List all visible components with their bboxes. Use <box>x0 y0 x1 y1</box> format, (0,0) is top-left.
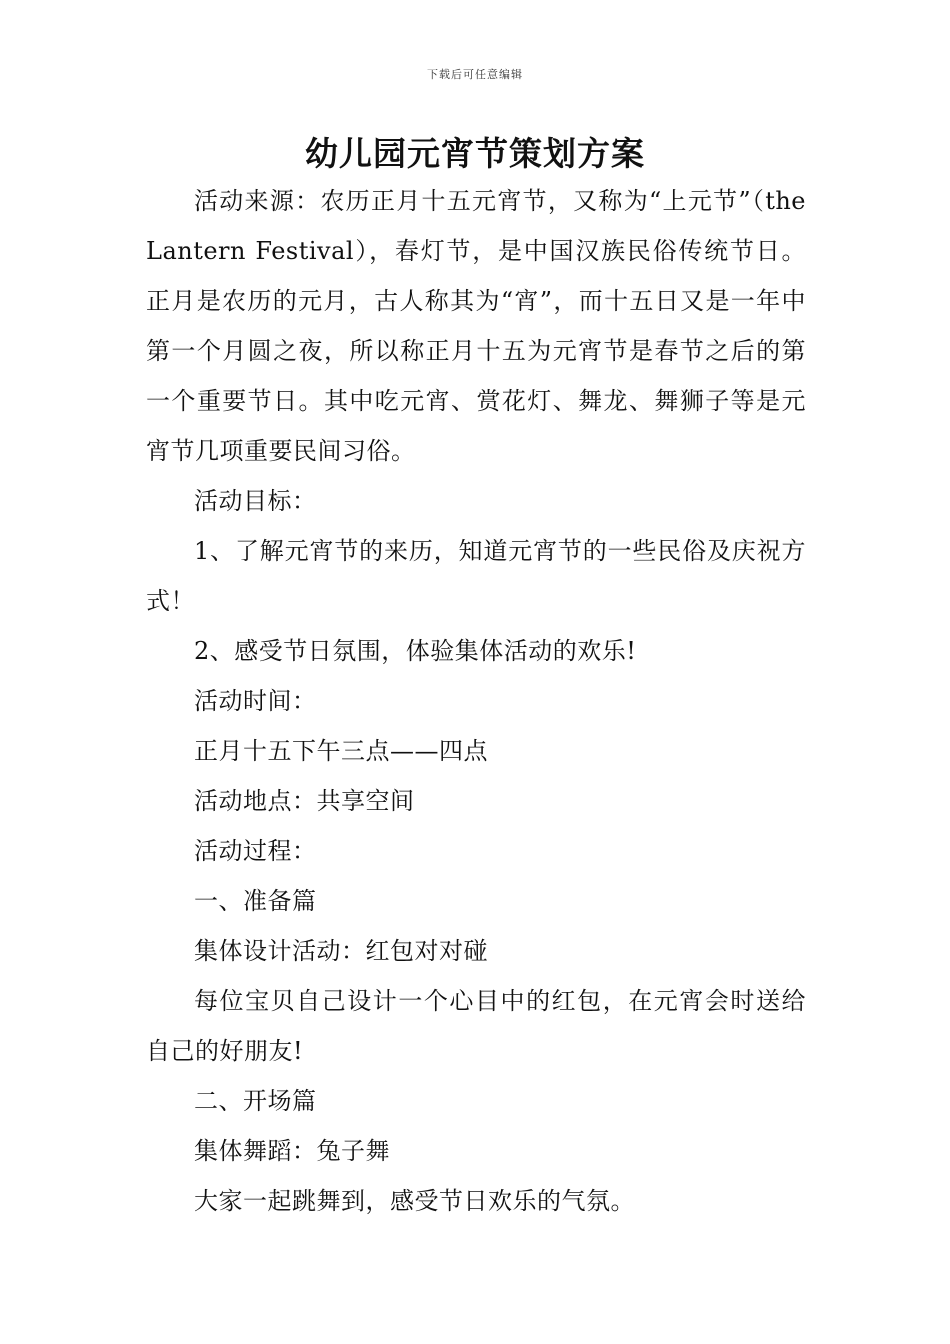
paragraph-activity-goals-heading: 活动目标： <box>194 487 317 515</box>
paragraph-goal-1: 1、了解元宵节的来历，知道元宵节的一些民俗及庆祝方式！ <box>146 537 806 615</box>
paragraph-activity-process-heading: 活动过程： <box>194 837 317 865</box>
paragraph-dance-description: 大家一起跳舞到，感受节日欢乐的气氛。 <box>194 1187 635 1215</box>
paragraph-activity-time-heading: 活动时间： <box>194 687 317 715</box>
document-body <box>146 176 806 1226</box>
paragraph-group-dance: 集体舞蹈：兔子舞 <box>194 1137 390 1165</box>
paragraph-activity-location: 活动地点：共享空间 <box>194 787 415 815</box>
paragraph-section-preparation: 一、准备篇 <box>194 887 317 915</box>
header-note: 下载后可任意编辑 <box>427 68 523 81</box>
paragraph-activity-origin: 活动来源：农历正月十五元宵节，又称为“上元节”（the Lantern Festival），春灯节，是中国汉族民俗传统节日。正月是农历的元月，古人称其为“宵”，而十五日又是一年中第一个月圆之夜，所以称正月十五为元宵节是春节之后的第一个重要节日。其中吃元宵、赏花灯、舞龙、舞狮子等是元宵节几项重要民间习俗。 <box>146 187 806 465</box>
paragraph-goal-2: 2、感受节日氛围，体验集体活动的欢乐! <box>194 637 637 665</box>
paragraph-section-opening: 二、开场篇 <box>194 1087 317 1115</box>
paragraph-activity-time: 正月十五下午三点——四点 <box>194 737 488 765</box>
document-title: 幼儿园元宵节策划方案 <box>305 134 645 173</box>
paragraph-red-envelope-description: 每位宝贝自己设计一个心目中的红包，在元宵会时送给自己的好朋友! <box>146 987 806 1065</box>
paragraph-group-design-activity: 集体设计活动：红包对对碰 <box>194 937 488 965</box>
